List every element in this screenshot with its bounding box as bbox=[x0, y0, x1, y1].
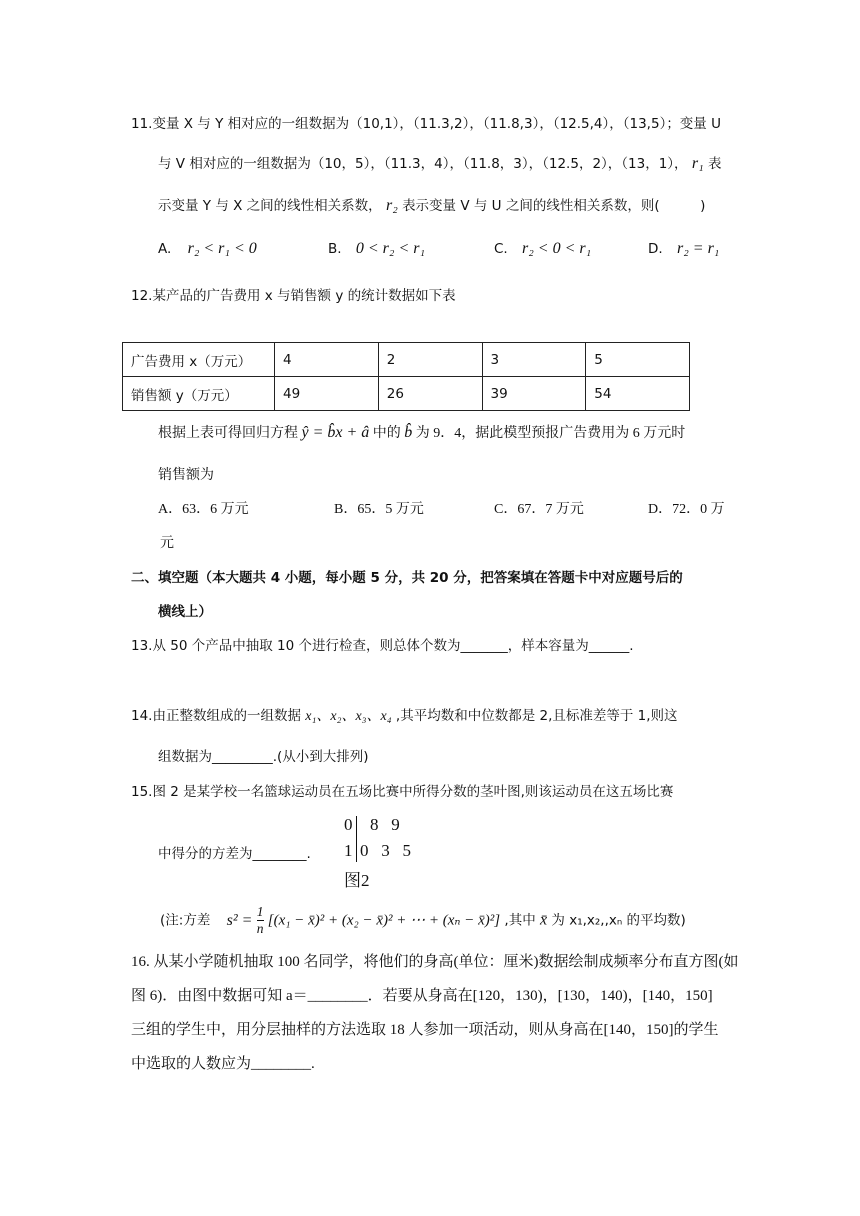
q12-line1: 12.某产品的广告费用 x 与销售额 y 的统计数据如下表 bbox=[131, 288, 456, 304]
q11-option-c bbox=[494, 240, 591, 258]
q11-option-d bbox=[648, 240, 719, 258]
x-bar-symbol: x̄ bbox=[540, 911, 548, 929]
q11-line3a: 示变量 Y 与 X 之间的线性相关系数， bbox=[158, 198, 382, 214]
q12-line3: 销售额为 bbox=[158, 468, 214, 483]
table-cell: 2 bbox=[378, 343, 482, 377]
option-b-formula: 0 < r₂ < r₁ bbox=[355, 240, 426, 257]
q12-option-d-cont: 元 bbox=[160, 536, 174, 551]
option-b-label: B. bbox=[328, 241, 342, 257]
q12-line2b: 中的 bbox=[372, 426, 401, 441]
q13-text: 13.从 50 个产品中抽取 10 个进行检查，则总体个数为_______，样本容量为______. bbox=[131, 638, 634, 654]
q11-line2b: 表 bbox=[707, 156, 722, 172]
q11-option-a bbox=[158, 240, 257, 258]
q16-line1: 16. 从某小学随机抽取 100 名同学，将他们的身高(单位：厘米)数据绘制成频率分布直方图(如 bbox=[131, 954, 739, 970]
option-d-label: D. bbox=[648, 241, 663, 257]
leaves-0: 8 9 bbox=[370, 815, 400, 834]
q14-line2: 组数据为_________.(从小到大排列) bbox=[158, 749, 369, 765]
option-a-formula: r₂ < r₁ < 0 bbox=[187, 240, 257, 257]
r1-symbol: r₁ bbox=[691, 155, 704, 172]
q16-line3: 三组的学生中，用分层抽样的方法选取 18 人参加一项活动，则从身高在[140，150]的学生 bbox=[131, 1022, 719, 1038]
table-cell: 49 bbox=[275, 377, 379, 411]
q12-line2 bbox=[158, 422, 685, 442]
leaves-1: 0 3 5 bbox=[360, 841, 411, 860]
table-cell: 4 bbox=[275, 343, 379, 377]
table-cell: 销售额 y（万元） bbox=[123, 377, 275, 411]
q16-line2: 图 6)．由图中数据可知 a＝________．若要从身高在[120，130)，[130，140)，[140，150] bbox=[131, 988, 713, 1004]
table-cell: 39 bbox=[482, 377, 586, 411]
option-d-formula: r₂ = r₁ bbox=[676, 240, 720, 257]
q15-note bbox=[160, 904, 686, 937]
option-a-label: A. bbox=[158, 241, 172, 257]
q12-option-c: C．67．7 万元 bbox=[494, 502, 584, 517]
r2-symbol: r₂ bbox=[385, 197, 398, 214]
q14-variables: x₁、x₂、x₃、x₄ bbox=[305, 709, 392, 724]
b-hat-symbol: b̂ bbox=[404, 424, 413, 441]
q11-line1: 11.变量 X 与 Y 相对应的一组数据为（10,1），（11.3,2），（11.8,3），（12.5,4），（13,5）；变量 U bbox=[131, 116, 721, 132]
q14-line1a: 14.由正整数组成的一组数据 bbox=[131, 708, 301, 724]
one-over-n bbox=[257, 904, 264, 937]
q12-line2c: 为 9．4，据此模型预报广告费用为 6 万元时 bbox=[415, 426, 686, 441]
table-cell: 广告费用 x（万元） bbox=[123, 343, 275, 377]
fraction-denominator: n bbox=[256, 921, 264, 936]
q12-option-b: B．65．5 万元 bbox=[334, 502, 424, 517]
q14-line1b: ,其平均数和中位数都是 2,且标准差等于 1,则这 bbox=[395, 708, 678, 724]
q16-line4: 中选取的人数应为________. bbox=[131, 1056, 315, 1072]
stem-divider bbox=[356, 816, 357, 862]
variance-lhs: s² = bbox=[226, 911, 253, 929]
section2-heading-cont: 横线上） bbox=[158, 604, 212, 620]
fraction-numerator: 1 bbox=[256, 904, 264, 919]
table-row bbox=[123, 343, 690, 377]
q11-line2a: 与 V 相对应的一组数据为（10，5），（11.3，4），（11.8，3），（12.5，2），（13，1）， bbox=[158, 156, 688, 172]
q12-line2a: 根据上表可得回归方程 bbox=[158, 426, 298, 441]
q11-line2 bbox=[158, 152, 721, 173]
q15-line1: 15.图 2 是某学校一名篮球运动员在五场比赛中所得分数的茎叶图,则该运动员在这五场比赛 bbox=[131, 784, 674, 800]
table-cell: 3 bbox=[482, 343, 586, 377]
ad-sales-table bbox=[122, 342, 690, 411]
table-cell: 54 bbox=[586, 377, 690, 411]
section2-heading: 二、填空题（本大题共 4 小题，每小题 5 分，共 20 分，把答案填在答题卡中对应题号后的 bbox=[131, 570, 683, 586]
q12-option-d: D．72．0 万 bbox=[648, 502, 725, 517]
option-c-label: C. bbox=[494, 241, 508, 257]
note-prefix: (注:方差 bbox=[160, 912, 211, 929]
q12-option-a: A．63．6 万元 bbox=[158, 502, 249, 517]
q15-line2: 中得分的方差为________. bbox=[158, 846, 311, 862]
regression-equation: ŷ = b̂x + â bbox=[301, 424, 370, 441]
note-suffix: 为 x₁,x₂,,xₙ 的平均数) bbox=[551, 912, 686, 929]
table-cell: 26 bbox=[378, 377, 482, 411]
note-middle: ,其中 bbox=[504, 912, 536, 929]
table-row bbox=[123, 377, 690, 411]
figure-label: 图2 bbox=[344, 871, 370, 890]
q11-line3 bbox=[158, 194, 705, 215]
variance-rhs: [(x₁ − x̄)² + (x₂ − x̄)² + ⋯ + (xₙ − x̄)²] bbox=[267, 912, 501, 929]
option-c-formula: r₂ < 0 < r₁ bbox=[522, 240, 592, 257]
q11-line3b: 表示变量 V 与 U 之间的线性相关系数，则( ) bbox=[402, 198, 706, 214]
q14-line1 bbox=[131, 704, 678, 725]
table-cell: 5 bbox=[586, 343, 690, 377]
stem-0: 0 bbox=[344, 815, 353, 834]
stem-1: 1 bbox=[344, 841, 353, 860]
q11-option-b bbox=[328, 240, 425, 258]
